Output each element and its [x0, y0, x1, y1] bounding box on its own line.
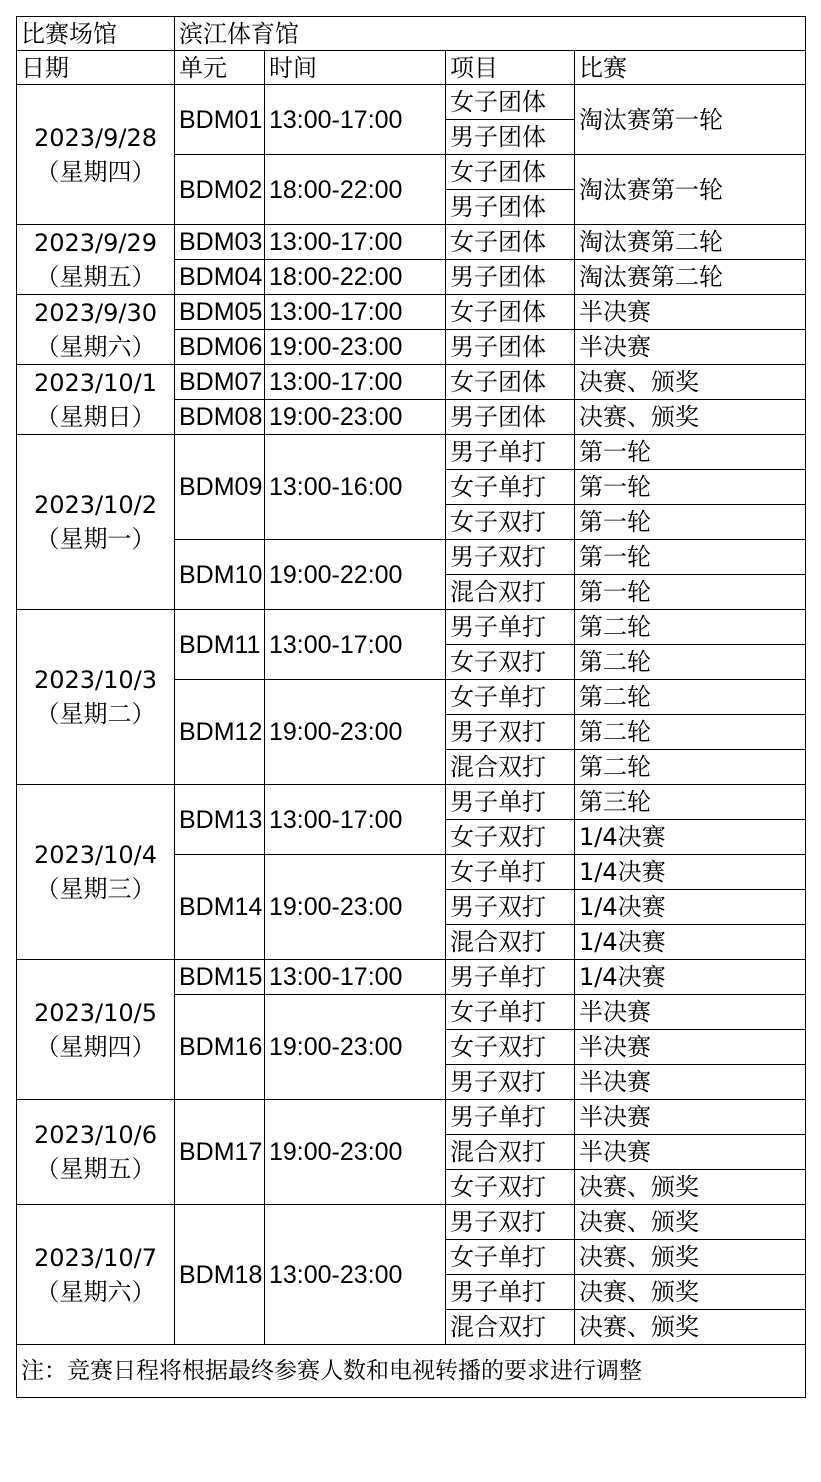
time-cell: 13:00-16:00 — [265, 435, 446, 540]
table-row — [17, 1205, 806, 1240]
date-cell — [17, 85, 175, 225]
date-text: 2023/10/1 — [33, 368, 158, 397]
round-cell: 1/4决赛 — [575, 855, 806, 890]
time-cell: 13:00-17:00 — [265, 785, 446, 855]
event-cell: 女子双打 — [446, 505, 575, 540]
unit-cell: BDM03 — [175, 225, 265, 260]
table-row — [17, 435, 806, 470]
table-row — [17, 295, 806, 330]
date-text: 2023/10/5 — [33, 998, 158, 1027]
table-row — [17, 785, 806, 820]
unit-cell: BDM13 — [175, 785, 265, 855]
event-cell: 女子团体 — [446, 365, 575, 400]
date-text: 2023/10/6 — [33, 1121, 158, 1149]
unit-cell: BDM12 — [175, 680, 265, 785]
round-cell: 第三轮 — [575, 785, 806, 820]
date-text: 2023/10/4 — [33, 841, 158, 869]
round-cell: 决赛、颁奖 — [575, 365, 806, 400]
round-cell: 1/4决赛 — [575, 820, 806, 855]
date-cell — [17, 1205, 175, 1345]
round-cell: 半决赛 — [575, 1135, 806, 1170]
table-row — [17, 225, 806, 260]
event-cell: 混合双打 — [446, 1310, 575, 1345]
event-cell: 男子双打 — [446, 715, 575, 750]
event-cell: 女子团体 — [446, 295, 575, 330]
header-unit: 单元 — [175, 51, 265, 85]
round-cell: 第二轮 — [575, 680, 806, 715]
header-event: 项目 — [446, 51, 575, 85]
weekday-text: （星期日） — [35, 402, 156, 431]
round-cell: 1/4决赛 — [575, 925, 806, 960]
event-cell: 男子单打 — [446, 785, 575, 820]
round-cell: 1/4决赛 — [575, 960, 806, 995]
date-cell — [17, 610, 175, 785]
round-cell: 决赛、颁奖 — [575, 1170, 806, 1205]
round-cell: 半决赛 — [575, 1065, 806, 1100]
round-cell: 1/4决赛 — [575, 890, 806, 925]
time-cell: 13:00-17:00 — [265, 610, 446, 680]
date-cell — [17, 435, 175, 610]
header-row — [17, 51, 806, 85]
round-cell: 第二轮 — [575, 610, 806, 645]
date-cell — [17, 225, 175, 295]
event-cell: 女子团体 — [446, 225, 575, 260]
table-row — [17, 610, 806, 645]
round-cell: 第二轮 — [575, 715, 806, 750]
time-cell: 19:00-23:00 — [265, 855, 446, 960]
event-cell: 女子单打 — [446, 470, 575, 505]
table-row — [17, 365, 806, 400]
round-cell: 淘汰赛第一轮 — [575, 155, 806, 225]
event-cell: 男子团体 — [446, 330, 575, 365]
event-cell: 混合双打 — [446, 1135, 575, 1170]
unit-cell: BDM06 — [175, 330, 265, 365]
event-cell: 混合双打 — [446, 750, 575, 785]
event-cell: 女子团体 — [446, 155, 575, 190]
event-cell: 男子单打 — [446, 960, 575, 995]
time-cell: 13:00-17:00 — [265, 295, 446, 330]
time-cell: 19:00-23:00 — [265, 400, 446, 435]
event-cell: 男子团体 — [446, 400, 575, 435]
table-row — [17, 85, 806, 120]
round-cell: 淘汰赛第一轮 — [575, 85, 806, 155]
round-cell: 决赛、颁奖 — [575, 1240, 806, 1275]
time-cell: 19:00-23:00 — [265, 1100, 446, 1205]
round-cell: 半决赛 — [575, 1030, 806, 1065]
time-cell: 19:00-23:00 — [265, 330, 446, 365]
date-text: 2023/10/7 — [33, 1243, 158, 1272]
event-cell: 女子双打 — [446, 1170, 575, 1205]
date-cell — [17, 295, 175, 365]
time-cell: 13:00-17:00 — [265, 225, 446, 260]
event-cell: 男子双打 — [446, 1205, 575, 1240]
weekday-text: （星期四） — [35, 157, 156, 186]
venue-name: 滨江体育馆 — [175, 17, 806, 51]
round-cell: 淘汰赛第二轮 — [575, 260, 806, 295]
date-text: 2023/10/2 — [33, 491, 158, 519]
round-cell: 半决赛 — [575, 295, 806, 330]
unit-cell: BDM08 — [175, 400, 265, 435]
unit-cell: BDM01 — [175, 85, 265, 155]
date-text: 2023/9/29 — [33, 228, 158, 257]
date-text: 2023/9/28 — [33, 123, 158, 152]
event-cell: 混合双打 — [446, 575, 575, 610]
round-cell: 半决赛 — [575, 995, 806, 1030]
event-cell: 女子单打 — [446, 1240, 575, 1275]
event-cell: 男子双打 — [446, 1065, 575, 1100]
event-cell: 女子单打 — [446, 855, 575, 890]
unit-cell: BDM07 — [175, 365, 265, 400]
round-cell: 第一轮 — [575, 505, 806, 540]
event-cell: 男子单打 — [446, 1100, 575, 1135]
date-cell — [17, 785, 175, 960]
round-cell: 半决赛 — [575, 330, 806, 365]
round-cell: 第二轮 — [575, 645, 806, 680]
round-cell: 决赛、颁奖 — [575, 400, 806, 435]
round-cell: 第一轮 — [575, 540, 806, 575]
weekday-text: （星期六） — [35, 332, 156, 361]
unit-cell: BDM11 — [175, 610, 265, 680]
table-row — [17, 960, 806, 995]
event-cell: 男子团体 — [446, 190, 575, 225]
time-cell: 13:00-23:00 — [265, 1205, 446, 1345]
schedule-table — [16, 16, 806, 1398]
event-cell: 女子单打 — [446, 995, 575, 1030]
event-cell: 男子单打 — [446, 610, 575, 645]
round-cell: 第一轮 — [575, 575, 806, 610]
unit-cell: BDM09 — [175, 435, 265, 540]
note-row — [17, 1345, 806, 1398]
header-date: 日期 — [17, 51, 175, 85]
round-cell: 第一轮 — [575, 435, 806, 470]
time-cell: 19:00-23:00 — [265, 995, 446, 1100]
round-cell: 决赛、颁奖 — [575, 1310, 806, 1345]
date-cell — [17, 365, 175, 435]
weekday-text: （星期一） — [35, 525, 156, 553]
event-cell: 男子双打 — [446, 540, 575, 575]
unit-cell: BDM15 — [175, 960, 265, 995]
event-cell: 女子双打 — [446, 645, 575, 680]
round-cell: 决赛、颁奖 — [575, 1205, 806, 1240]
weekday-text: （星期五） — [35, 262, 156, 291]
round-cell: 决赛、颁奖 — [575, 1275, 806, 1310]
header-round: 比赛 — [575, 51, 806, 85]
unit-cell: BDM16 — [175, 995, 265, 1100]
unit-cell: BDM02 — [175, 155, 265, 225]
weekday-text: （星期二） — [35, 700, 156, 728]
time-cell: 19:00-22:00 — [265, 540, 446, 610]
table-row — [17, 1100, 806, 1135]
venue-row — [17, 17, 806, 51]
event-cell: 女子双打 — [446, 820, 575, 855]
round-cell: 半决赛 — [575, 1100, 806, 1135]
time-cell: 18:00-22:00 — [265, 260, 446, 295]
round-cell: 淘汰赛第二轮 — [575, 225, 806, 260]
date-text: 2023/10/3 — [33, 666, 158, 694]
event-cell: 男子单打 — [446, 1275, 575, 1310]
weekday-text: （星期六） — [35, 1277, 156, 1306]
weekday-text: （星期三） — [35, 875, 156, 903]
time-cell: 13:00-17:00 — [265, 960, 446, 995]
weekday-text: （星期五） — [35, 1155, 156, 1183]
event-cell: 男子单打 — [446, 435, 575, 470]
date-cell — [17, 960, 175, 1100]
weekday-text: （星期四） — [35, 1032, 156, 1061]
round-cell: 第二轮 — [575, 750, 806, 785]
event-cell: 女子单打 — [446, 680, 575, 715]
event-cell: 男子团体 — [446, 120, 575, 155]
unit-cell: BDM05 — [175, 295, 265, 330]
schedule-note: 注：竞赛日程将根据最终参赛人数和电视转播的要求进行调整 — [17, 1345, 806, 1398]
time-cell: 13:00-17:00 — [265, 85, 446, 155]
time-cell: 19:00-23:00 — [265, 680, 446, 785]
header-time: 时间 — [265, 51, 446, 85]
event-cell: 男子双打 — [446, 890, 575, 925]
unit-cell: BDM18 — [175, 1205, 265, 1345]
date-text: 2023/9/30 — [33, 298, 158, 327]
time-cell: 18:00-22:00 — [265, 155, 446, 225]
date-cell — [17, 1100, 175, 1205]
unit-cell: BDM04 — [175, 260, 265, 295]
venue-label: 比赛场馆 — [17, 17, 175, 51]
unit-cell: BDM14 — [175, 855, 265, 960]
unit-cell: BDM17 — [175, 1100, 265, 1205]
unit-cell: BDM10 — [175, 540, 265, 610]
event-cell: 女子团体 — [446, 85, 575, 120]
event-cell: 女子双打 — [446, 1030, 575, 1065]
time-cell: 13:00-17:00 — [265, 365, 446, 400]
event-cell: 混合双打 — [446, 925, 575, 960]
event-cell: 男子团体 — [446, 260, 575, 295]
round-cell: 第一轮 — [575, 470, 806, 505]
